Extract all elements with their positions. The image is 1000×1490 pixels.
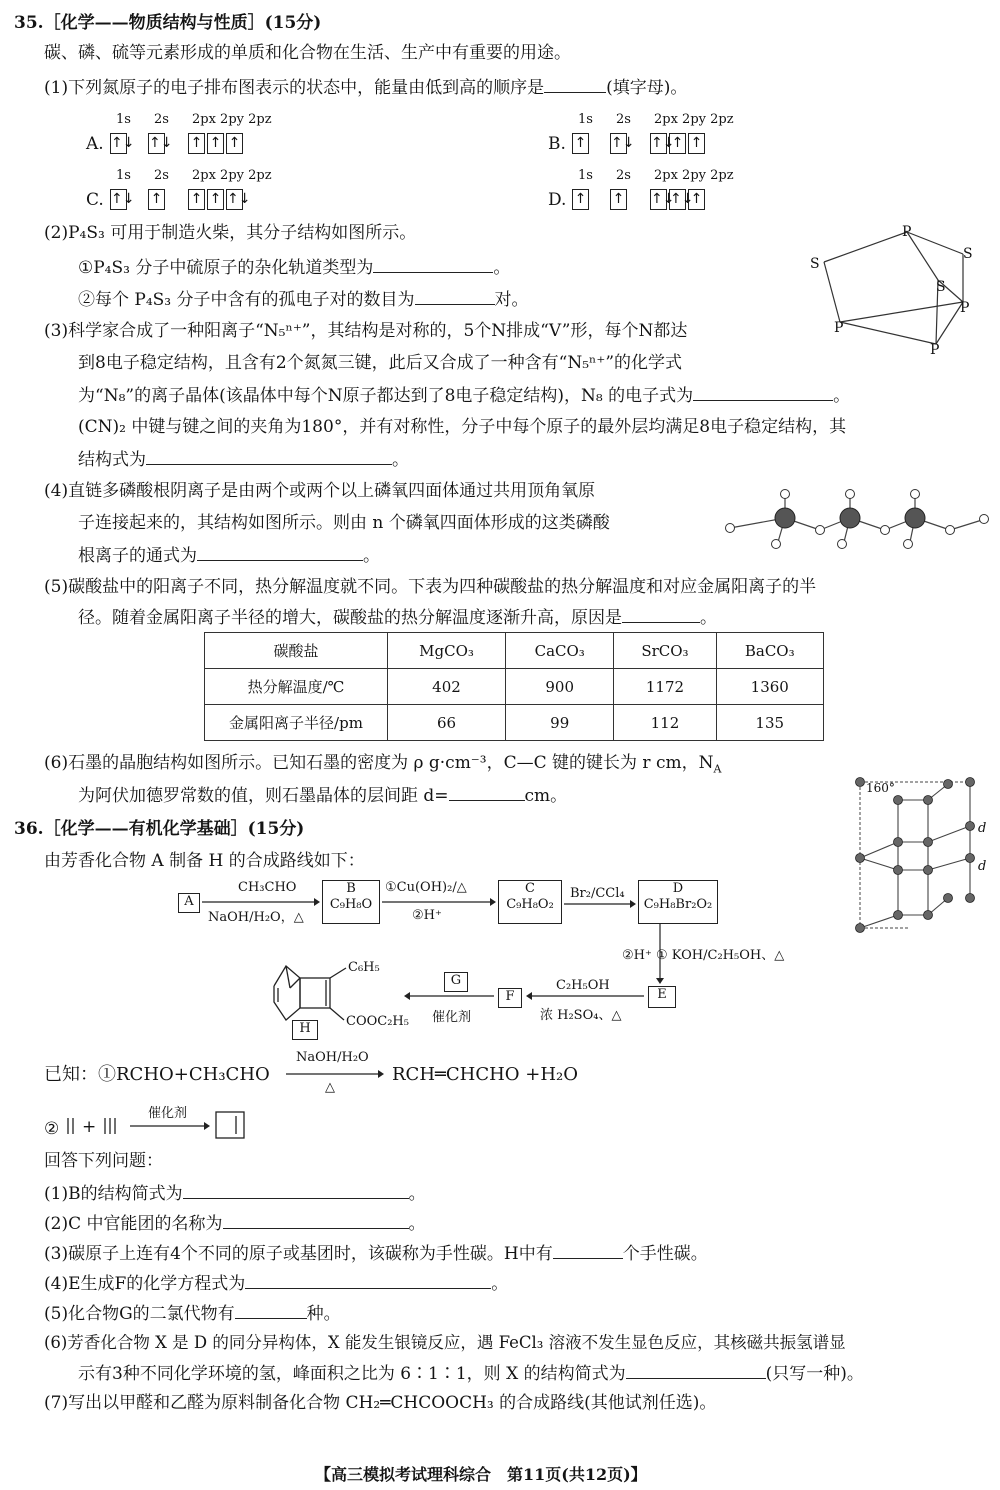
p4s3-atom: P — [834, 320, 844, 336]
layer-spacing-label: d — [978, 859, 987, 874]
table-cell: 99 — [506, 705, 614, 741]
q35-part3-l3: 为“N₈”的离子晶体(该晶体中每个N原子都达到了8电子稳定结构)，N₈ 的电子式为 。 — [78, 386, 851, 406]
orbital-box: ↑ — [207, 189, 224, 210]
p4s3-atom: P — [902, 224, 912, 240]
orbital-box: ↑ — [207, 133, 224, 154]
polyphosphate-chain — [720, 470, 1000, 550]
q35-part3-l4: (CN)₂ 中键与键之间的夹角为180°，并有对称性，分子中每个原子的最外层均满足8电子稳定结构，其 — [78, 417, 847, 437]
p4s3-atom: S — [810, 256, 820, 272]
orbital-box: ↑ — [572, 189, 589, 210]
reagent-label: C₂H₅OH — [556, 978, 610, 993]
q35-part3-l5: 结构式为 。 — [78, 450, 409, 470]
q35-part3-l1: (3)科学家合成了一种阳离子“N₅ⁿ⁺”，其结构是对称的，5个N排成“V”形，每个N都达 — [44, 321, 688, 341]
compound-A: A — [178, 893, 200, 913]
reagent-label: ②H⁺ — [412, 908, 442, 923]
table-cell: 热分解温度/℃ — [205, 669, 388, 705]
reaction-arrow — [286, 1070, 384, 1080]
orbital-box: ↑↓ — [610, 133, 627, 154]
table-cell: 金属阳离子半径/pm — [205, 705, 388, 741]
orbital-label: 2px 2py 2pz — [654, 168, 734, 183]
orbital-box: ↑ — [688, 133, 705, 154]
catalyst-label: 催化剂 — [148, 1106, 188, 1121]
q35-part6-l1: (6)石墨的晶胞结构如图所示。已知石墨的密度为 ρ g·cm⁻³，C—C 键的键长为 r cm，$N_A$ — [44, 753, 722, 776]
q36-part6-l1: (6)芳香化合物 X 是 D 的同分异构体，X 能发生银镜反应，遇 FeCl₃ 溶液不发生显色反应，其核磁共振氢谱显 — [44, 1333, 846, 1352]
q35-part2-1: ①P₄S₃ 分子中硫原子的杂化轨道类型为 。 — [78, 258, 511, 278]
orbital-box: ↑ — [148, 189, 165, 210]
q36-part3: (3)碳原子上连有4个不同的原子或基团时，该碳称为手性碳。H中有 个手性碳。 — [44, 1244, 708, 1264]
table-header-cell: 碳酸盐 — [205, 633, 388, 669]
table-row — [205, 633, 824, 669]
orbital-box: ↑ — [688, 189, 705, 210]
p4s3-atom: P — [930, 342, 940, 358]
q36-part7: (7)写出以甲醛和乙醛为原料制备化合物 CH₂═CHCOOCH₃ 的合成路线(其他试剂任选)。 — [44, 1393, 717, 1413]
q35-header: 35.［化学——物质结构与性质］(15分) — [14, 13, 322, 33]
orbital-label: 2px 2py 2pz — [192, 112, 272, 127]
reagent-label: 浓 H₂SO₄、△ — [540, 1008, 622, 1023]
compound-F: F — [498, 988, 522, 1008]
cyclobutene-product — [214, 1110, 248, 1140]
table-cell: 135 — [716, 705, 824, 741]
q35-part4-l1: (4)直链多磷酸根阴离子是由两个或两个以上磷氧四面体通过共用顶角氧原 — [44, 481, 596, 501]
q36-part2: (2)C 中官能团的名称为 。 — [44, 1214, 426, 1234]
orbital-label: 1s — [116, 168, 131, 183]
orbital-label: 1s — [578, 112, 593, 127]
table-row — [205, 669, 824, 705]
table-cell: 402 — [388, 669, 506, 705]
p4s3-structure — [800, 218, 1000, 363]
reagent-label: 催化剂 — [432, 1010, 472, 1025]
reaction-arrow — [130, 1122, 210, 1132]
q35-part2-2: ②每个 P₄S₃ 分子中含有的孤电子对的数目为 对。 — [78, 290, 529, 310]
orbital-box: ↑ — [610, 189, 627, 210]
q36-part1: (1)B的结构简式为 。 — [44, 1184, 426, 1204]
q35-part3-l2: 到8电子稳定结构，且含有2个氮氮三键，此后又合成了一种含有“N₅ⁿ⁺”的化学式 — [78, 353, 683, 373]
q35-intro: 碳、磷、硫等元素形成的单质和化合物在生活、生产中有重要的用途。 — [44, 43, 571, 63]
compound-H: H — [292, 1020, 318, 1040]
known-condition: △ — [325, 1080, 335, 1095]
q35-part4-l2: 子连接起来的，其结构如图所示。则由 n 个磷氧四面体形成的这类磷酸 — [78, 513, 610, 533]
plus-sign: + — [82, 1117, 97, 1137]
table-header-cell: BaCO₃ — [716, 633, 824, 669]
table-cell: 900 — [506, 669, 614, 705]
p4s3-atom: S — [963, 246, 973, 262]
orbital-box: ↑ — [226, 133, 243, 154]
reagent-label: ①Cu(OH)₂/△ — [385, 880, 467, 895]
orbital-label: 2s — [616, 112, 631, 127]
option-label: B. — [548, 134, 566, 154]
q36-header: 36.［化学——有机化学基础］(15分) — [14, 819, 305, 839]
reaction-arrow — [564, 900, 636, 910]
p4s3-atom: P — [960, 300, 970, 316]
table-cell: 1172 — [614, 669, 716, 705]
option-label: D. — [548, 190, 567, 210]
table-cell: 1360 — [716, 669, 824, 705]
orbital-box: ↑↓ — [148, 133, 165, 154]
orbital-box: ↑↓ — [650, 133, 667, 154]
graphite-unit-cell — [848, 770, 998, 940]
reagent-label: ②H⁺ ① KOH/C₂H₅OH、△ — [622, 948, 785, 963]
q35-part5-l2: 径。随着金属阳离子半径的增大，碳酸盐的热分解温度逐渐升高，原因是 。 — [78, 608, 717, 628]
orbital-label: 2s — [154, 112, 169, 127]
orbital-box: ↑ — [188, 133, 205, 154]
q35-part6-l2: 为阿伏加德罗常数的值，则石墨晶体的层间距 d= cm。 — [78, 786, 568, 806]
compound-B: B C₉H₈O — [322, 880, 380, 924]
orbital-box: ↑↓ — [226, 189, 243, 210]
orbital-box: ↑↓ — [650, 189, 667, 210]
compound-H-structure — [268, 958, 358, 1028]
orbital-label: 2px 2py 2pz — [192, 168, 272, 183]
table-row — [205, 705, 824, 741]
table-cell: 112 — [614, 705, 716, 741]
angle-label: 160° — [866, 781, 895, 795]
orbital-box: ↑ — [572, 133, 589, 154]
orbital-label: 1s — [116, 112, 131, 127]
reagent-label: CH₃CHO — [238, 880, 297, 895]
answer-prompt: 回答下列问题： — [44, 1151, 163, 1171]
orbital-label: 2px 2py 2pz — [654, 112, 734, 127]
layer-spacing-label: d — [978, 821, 987, 836]
q36-part5: (5)化合物G的二氯代物有 种。 — [44, 1304, 341, 1324]
orbital-label: 2s — [616, 168, 631, 183]
reaction-arrow — [404, 992, 494, 1002]
alkene-symbol — [64, 1116, 78, 1138]
orbital-box: ↑↓ — [110, 189, 127, 210]
p4s3-atom: S — [936, 279, 946, 295]
reaction-arrow — [382, 898, 496, 908]
table-header-cell: CaCO₃ — [506, 633, 614, 669]
substituent-label: COOC₂H₅ — [346, 1014, 409, 1029]
compound-D: D C₉H₈Br₂O₂ — [638, 880, 718, 924]
q36-intro: 由芳香化合物 A 制备 H 的合成路线如下： — [44, 851, 365, 871]
compound-E: E — [648, 986, 676, 1008]
alkyne-symbol — [102, 1116, 120, 1138]
orbital-box: ↑↓ — [110, 133, 127, 154]
carbonate-table — [204, 632, 824, 741]
option-label: C. — [86, 190, 104, 210]
compound-C: C C₉H₈O₂ — [498, 880, 562, 924]
orbital-box: ↑↓ — [669, 189, 686, 210]
q36-part4: (4)E生成F的化学方程式为 。 — [44, 1274, 509, 1294]
orbital-box: ↑ — [669, 133, 686, 154]
orbital-box: ↑ — [188, 189, 205, 210]
reaction-arrow — [526, 992, 644, 1002]
known-product: RCH═CHCHO +H₂O — [392, 1064, 579, 1085]
table-cell: 66 — [388, 705, 506, 741]
known-reaction-1: 已知：①RCHO+CH₃CHO — [44, 1064, 270, 1085]
orbital-label: 1s — [578, 168, 593, 183]
known-reaction-2: ② — [44, 1119, 60, 1139]
substituent-label: C₆H₅ — [348, 960, 380, 975]
table-header-cell: MgCO₃ — [388, 633, 506, 669]
q35-part5-l1: (5)碳酸盐中的阳离子不同，热分解温度就不同。下表为四种碳酸盐的热分解温度和对应金属阳离子的半 — [44, 577, 817, 597]
table-header-cell: SrCO₃ — [614, 633, 716, 669]
q36-part6-l2: 示有3种不同化学环境的氢，峰面积之比为 6∶1∶1，则 X 的结构简式为 (只写一种)。 — [78, 1364, 864, 1384]
known-condition: NaOH/H₂O — [296, 1050, 369, 1065]
page-footer: 【高三模拟考试理科综合 第11页(共12页)】 — [315, 1465, 647, 1484]
option-label: A. — [86, 134, 104, 154]
q35-part2: (2)P₄S₃ 可用于制造火柴，其分子结构如图所示。 — [44, 223, 417, 243]
q35-part4-l3: 根离子的通式为 。 — [78, 546, 380, 566]
compound-G: G — [444, 972, 468, 992]
reagent-label: NaOH/H₂O，△ — [208, 910, 304, 925]
q35-part1: (1)下列氮原子的电子排布图表示的状态中，能量由低到高的顺序是 (填字母)。 — [44, 78, 688, 98]
reagent-label: Br₂/CCl₄ — [570, 886, 625, 901]
orbital-label: 2s — [154, 168, 169, 183]
